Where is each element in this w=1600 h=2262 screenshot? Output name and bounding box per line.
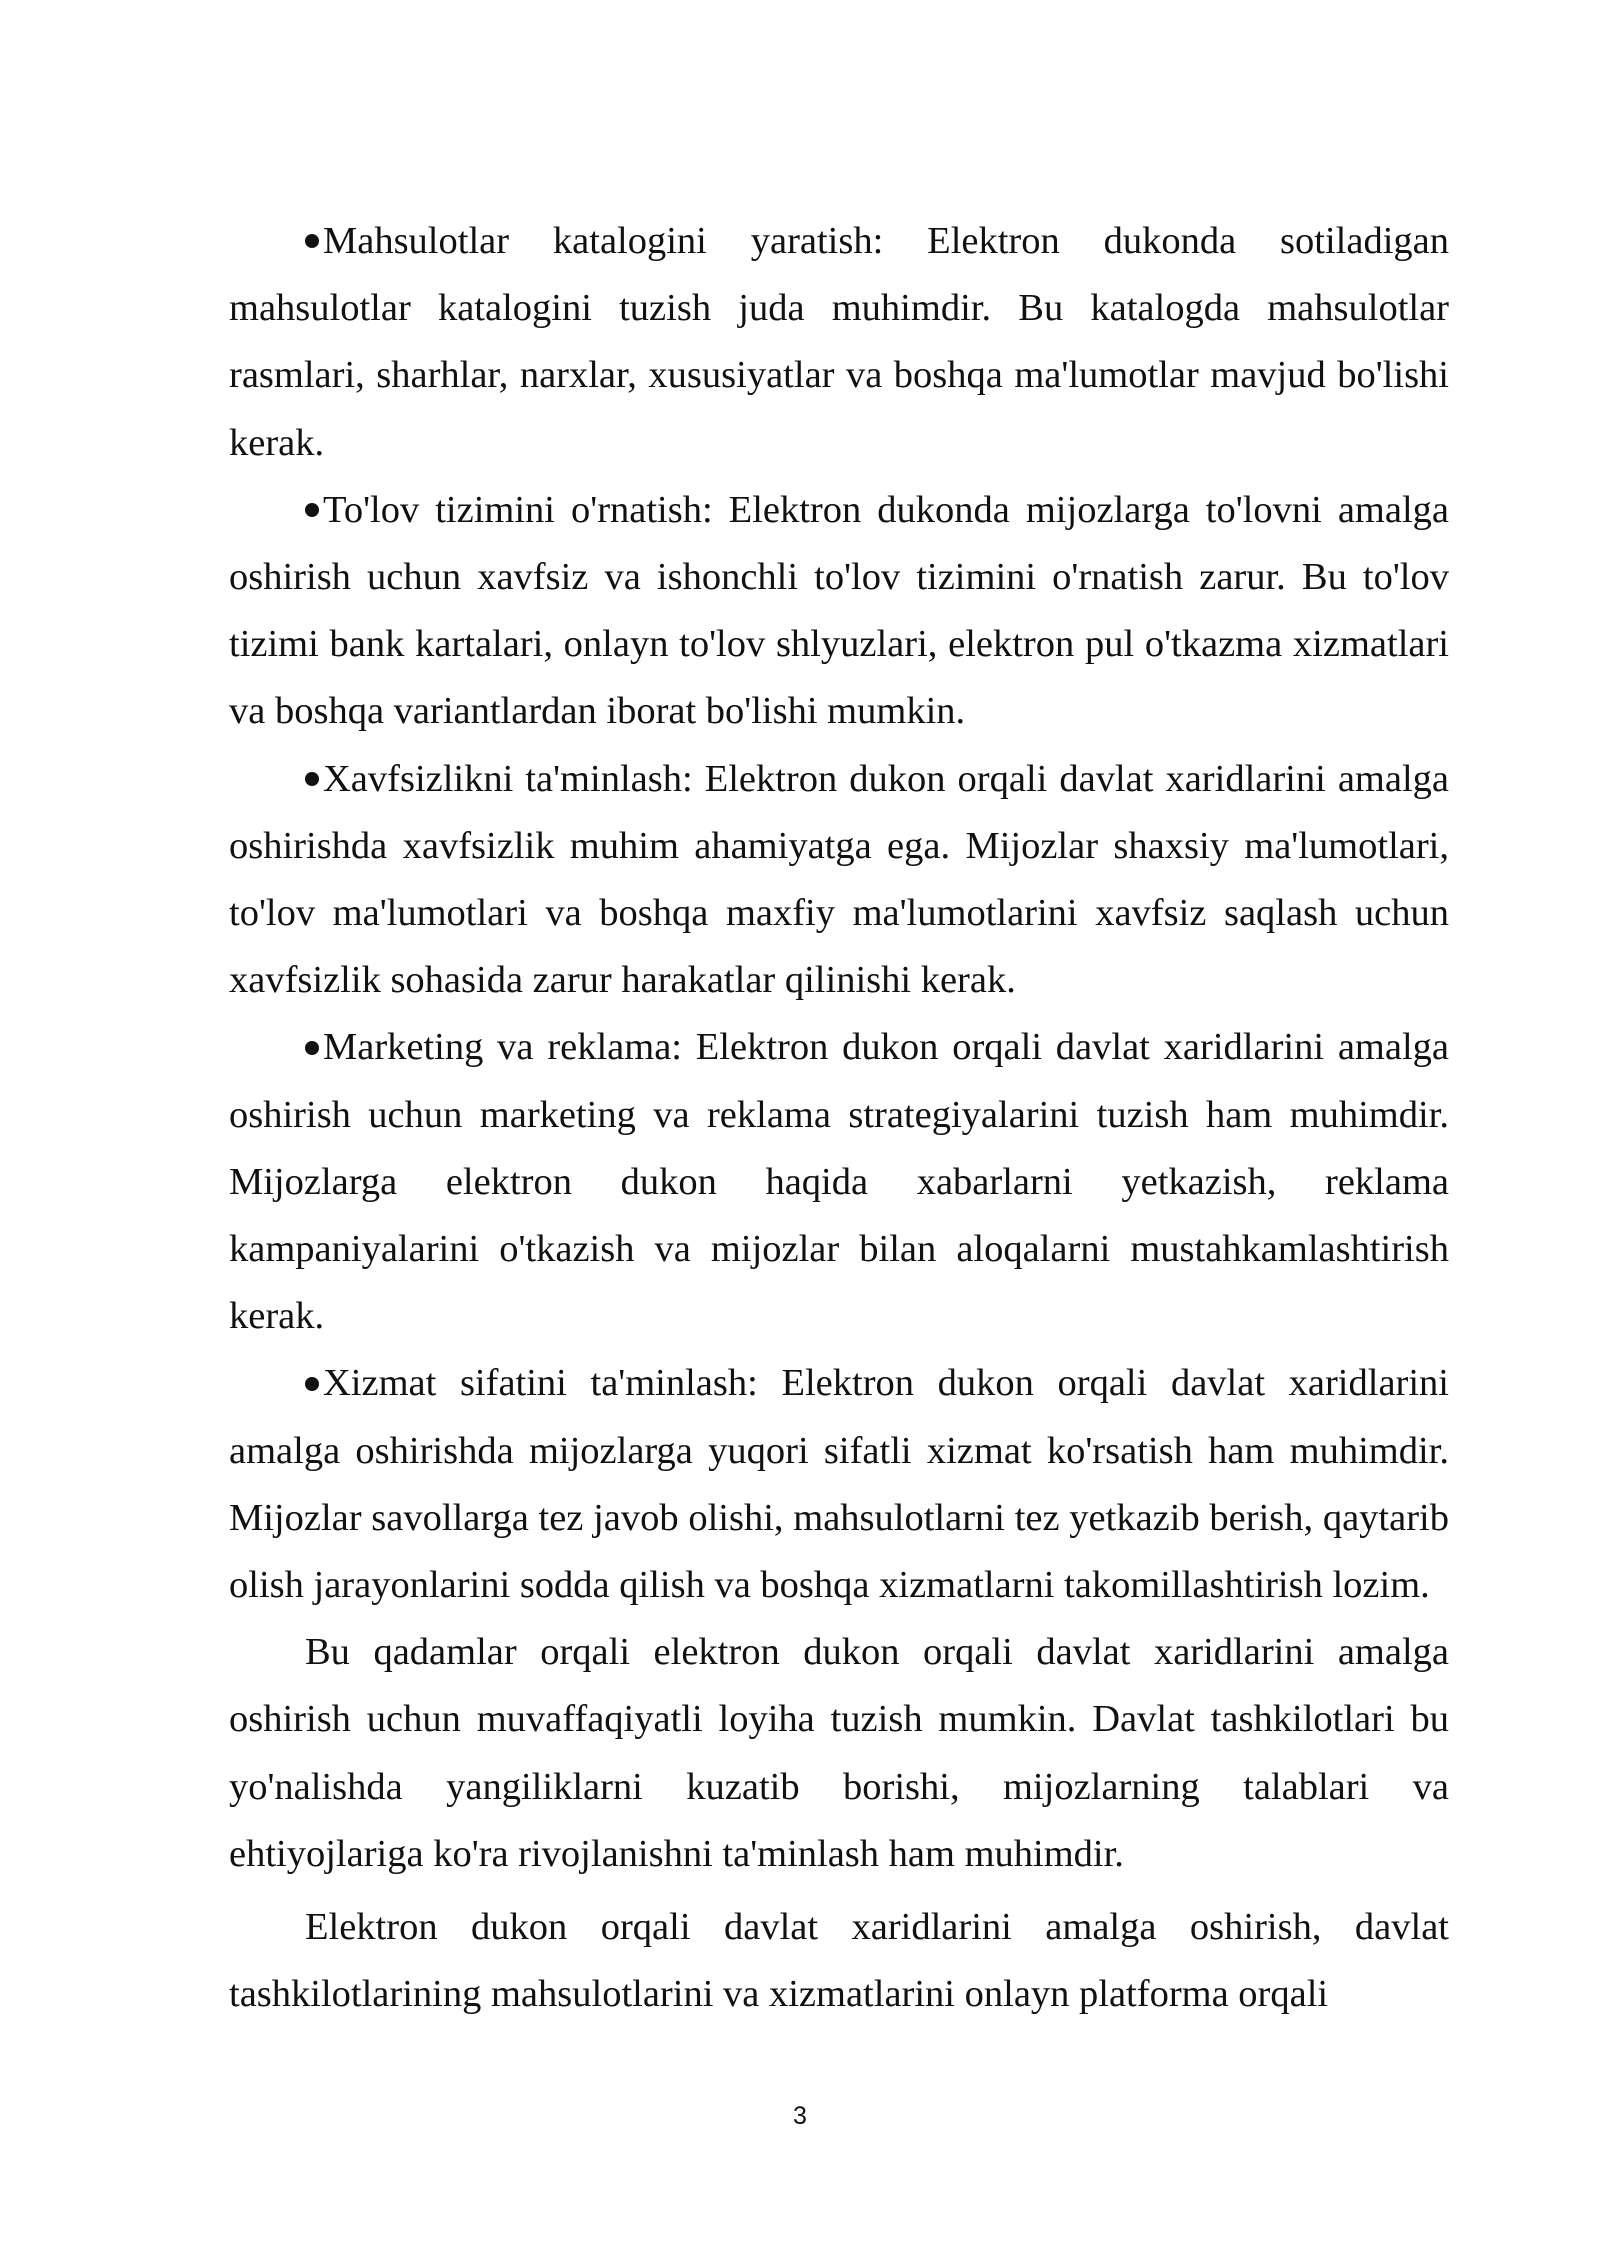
bullet-text: Xavfsizlikni ta'minlash: Elektron dukon orqali davlat xaridlarini amalga oshirishda xavfsizlik muhim ahamiyatga ega. Mijozlar shaxsiy ma'lumotlari, to'lov ma'lumotlari va boshqa maxfiy ma'lumotlarini xavfsiz saqlash uchun xavfsizlik sohasida zarur harakatlar qilinishi kerak.: [229, 757, 1449, 1002]
bullet-icon: [305, 503, 319, 517]
bullet-text: Mahsulotlar katalogini yaratish: Elektron dukonda sotiladigan mahsulotlar katalogini tuzish juda muhimdir. Bu katalogda mahsulotlar rasmlari, sharhlar, narxlar, xususiyatlar va boshqa ma'lumotlar mavjud bo'lishi kerak.: [229, 220, 1449, 464]
bullet-text: Xizmat sifatini ta'minlash: Elektron dukon orqali davlat xaridlarini amalga oshirishda mijozlarga yuqori sifatli xizmat ko'rsatish ham muhimdir. Mijozlar savollarga tez javob olishi, mahsulotlarni tez yetkazib berish, qaytarib olish jarayonlarini sodda qilish va boshqa xizmatlarni takomillashtirish lozim.: [229, 1362, 1449, 1607]
page-number: 3: [793, 2102, 807, 2130]
bullet-icon: [305, 1041, 319, 1055]
bullet-text: To'lov tizimini o'rnatish: Elektron dukonda mijozlarga to'lovni amalga oshirish uchun xavfsiz va ishonchli to'lov tizimini o'rnatish zarur. Bu to'lov tizimi bank kartalari, onlayn to'lov shlyuzlari, elektron pul o'tkazma xizmatlari va boshqa variantlardan iborat bo'lishi mumkin.: [229, 488, 1449, 733]
bullet-item: [229, 1350, 1449, 1619]
document-body: [229, 208, 1449, 2028]
bullet-item: [229, 746, 1449, 1015]
body-paragraph: Bu qadamlar orqali elektron dukon orqali davlat xaridlarini amalga oshirish uchun muvaffaqiyatli loyiha tuzish mumkin. Davlat tashkilotlari bu yo'nalishda yangiliklarni kuzatib borishi, mijozlarning talablari va ehtiyojlariga ko'ra rivojlanishni ta'minlash ham muhimdir.: [229, 1631, 1449, 1875]
bullet-text: Marketing va reklama: Elektron dukon orqali davlat xaridlarini amalga oshirish uchun marketing va reklama strategiyalarini tuzish ham muhimdir. Mijozlarga elektron dukon haqida xabarlarni yetkazish, reklama kampaniyalarini o'tkazish va mijozlar bilan aloqalarni mustahkamlashtirish kerak.: [229, 1026, 1449, 1338]
bullet-item: [229, 477, 1449, 746]
bullet-item: [229, 1014, 1449, 1350]
bullet-icon: [305, 1377, 319, 1391]
bullet-item: [229, 208, 1449, 477]
bullet-icon: [305, 234, 319, 248]
bullet-icon: [305, 772, 319, 786]
body-paragraph: Elektron dukon orqali davlat xaridlarini amalga oshirish, davlat tashkilotlarining mahsulotlarini va xizmatlarini onlayn platforma orqali: [229, 1906, 1449, 2016]
